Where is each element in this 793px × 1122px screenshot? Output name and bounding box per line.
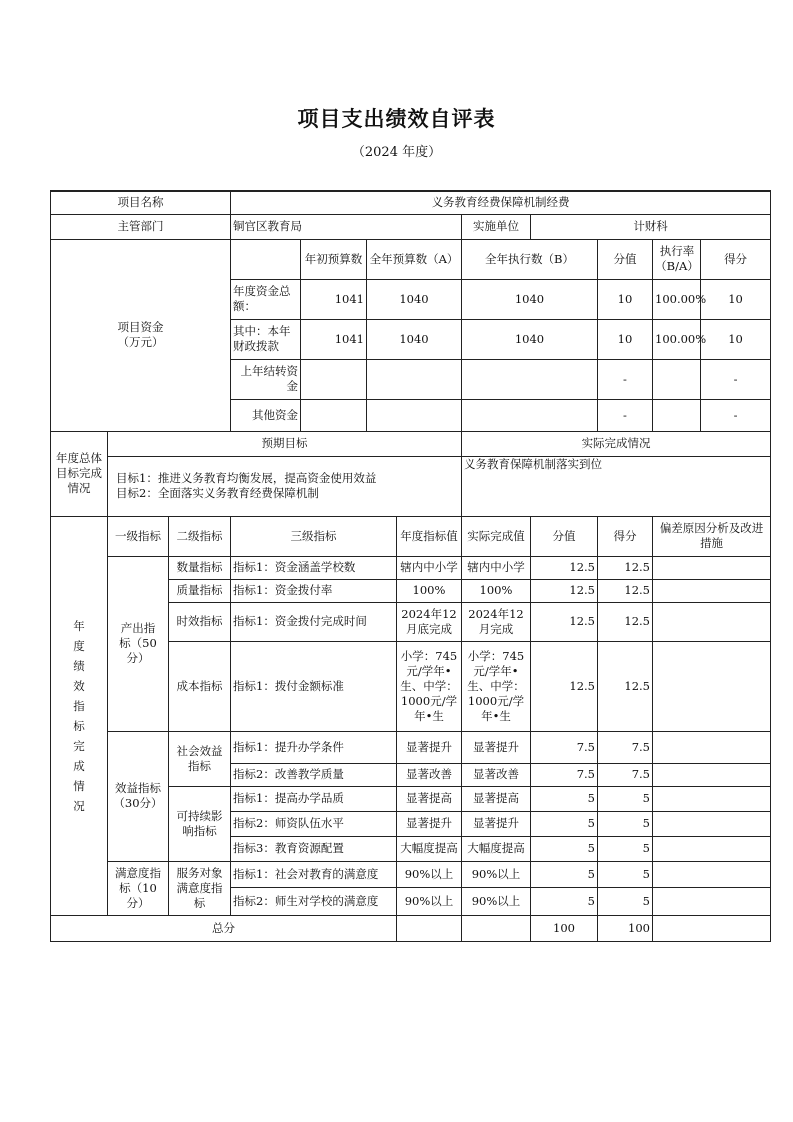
dept-value: 铜官区教育局 [231, 214, 462, 239]
funds-row: 其中：本年财政拨款 1041 1040 1040 10 100.00% 10 [51, 319, 771, 359]
unit-value: 计财科 [531, 214, 771, 239]
total-row [51, 915, 771, 941]
funds-header-row [51, 239, 771, 279]
funds-header: 年初预算数 [301, 239, 367, 279]
self-evaluation-table [50, 190, 771, 942]
indicator-row: 可持续影响指标 指标1：提高办学品质 显著提高 显著提高 5 5 [51, 786, 771, 811]
project-name-label: 项目名称 [51, 191, 231, 214]
unit-label: 实施单位 [462, 214, 531, 239]
indicators-header-row: 年度绩效指标完成情况 一级指标 二级指标 三级指标 年度指标值 实际完成值 分值 得分 偏差原因分析及改进措施 [51, 516, 771, 556]
level1-satisfaction: 满意度指标（10分） [108, 861, 169, 915]
level1-benefit: 效益指标（30分） [108, 731, 169, 861]
funds-row: 其他资金 - - [51, 399, 771, 431]
total-score: 100 [598, 915, 653, 941]
funds-header: 分值 [598, 239, 653, 279]
indicator-row: 满意度指标（10分） 服务对象满意度指标 指标1：社会对教育的满意度 90%以上 90%以上 5 5 [51, 861, 771, 887]
indicator-row: 产出指标（50分） 数量指标 指标1：资金涵盖学校数 辖内中小学 辖内中小学 12.5 12.5 [51, 556, 771, 579]
expected-goals: 目标1：推进义务教育均衡发展，提高资金使用效益 目标2：全面落实义务教育经费保障机制 [108, 456, 462, 516]
goals-label: 年度总体目标完成情况 [51, 431, 108, 516]
indicator-row: 效益指标（30分） 社会效益指标 指标1：提升办学条件 显著提升 显著提升 7.5 7.5 [51, 731, 771, 763]
indicator-row: 质量指标 指标1：资金拨付率 100% 100% 12.5 12.5 [51, 579, 771, 602]
funds-header: 执行率（B/A） [653, 239, 701, 279]
total-value: 100 [531, 915, 598, 941]
actual-goals-header: 实际完成情况 [462, 431, 771, 456]
goals-row [51, 456, 771, 516]
project-name-value: 义务教育经费保障机制经费 [231, 191, 771, 214]
indicator-row: 指标2：改善教学质量 显著改善 显著改善 7.5 7.5 [51, 763, 771, 786]
indicator-row: 指标2：师生对学校的满意度 90%以上 90%以上 5 5 [51, 887, 771, 915]
indicators-label: 年度绩效指标完成情况 [51, 516, 108, 915]
funds-header: 得分 [701, 239, 771, 279]
funds-header: 全年执行数（B） [462, 239, 598, 279]
indicator-row: 指标3：教育资源配置 大幅度提高 大幅度提高 5 5 [51, 836, 771, 861]
indicator-row: 时效指标 指标1：资金拨付完成时间 2024年12月底完成 2024年12月完成 12.5 12.5 [51, 602, 771, 641]
page-title: 项目支出绩效自评表 [297, 106, 496, 131]
funds-header: 全年预算数（A） [367, 239, 462, 279]
dept-row [51, 214, 771, 239]
goals-header-row [51, 431, 771, 456]
funds-label: 项目资金（万元） [51, 239, 231, 431]
actual-goals: 义务教育保障机制落实到位 [462, 456, 771, 516]
indicator-row: 指标2：师资队伍水平 显著提升 显著提升 5 5 [51, 811, 771, 836]
total-label: 总分 [51, 915, 397, 941]
dept-label: 主管部门 [51, 214, 231, 239]
expected-goals-header: 预期目标 [108, 431, 462, 456]
indicator-row: 成本指标 指标1：拨付金额标准 小学：745元/学年•生、中学：1000元/学年•生 小学：745元/学年•生、中学：1000元/学年•生 12.5 12.5 [51, 641, 771, 731]
level1-output: 产出指标（50分） [108, 556, 169, 731]
funds-row: 年度资金总额： 1041 1040 1040 10 100.00% 10 [51, 279, 771, 319]
project-name-row [51, 191, 771, 214]
funds-row: 上年结转资金 - - [51, 359, 771, 399]
page-subtitle: （2024 年度） [351, 145, 442, 160]
